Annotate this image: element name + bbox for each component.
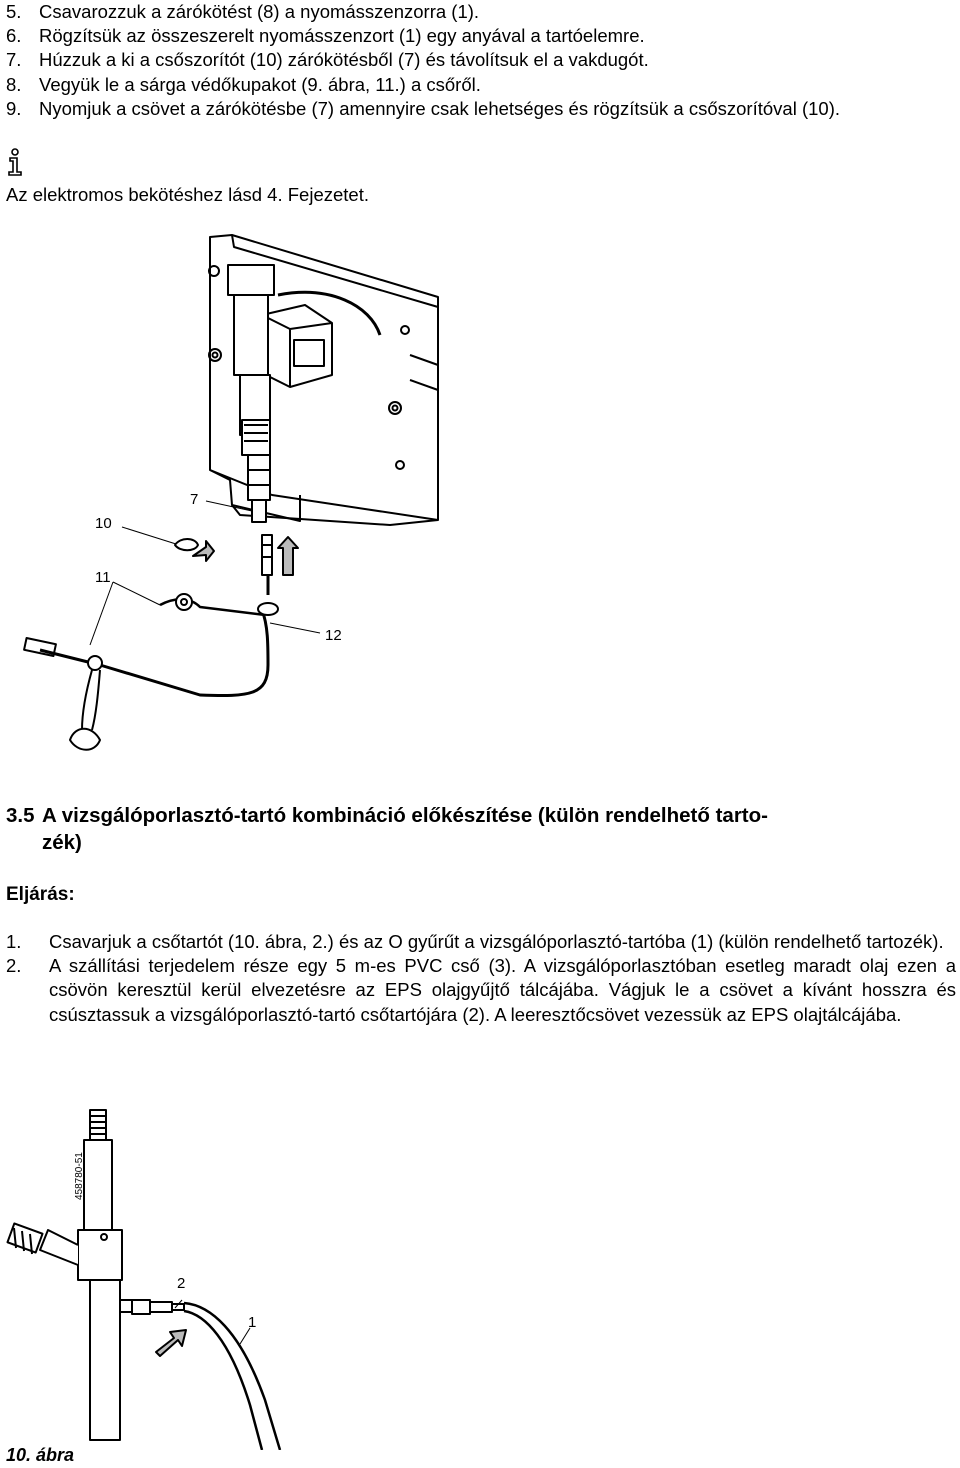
figure-9-pressure-sensor xyxy=(0,225,480,785)
step-text: Nyomjuk a csövet a zárókötésbe (7) amennyire csak lehetséges és rögzítsük a csőszorítóval (10). xyxy=(39,97,840,119)
info-icon xyxy=(6,148,24,176)
step-number: 5. xyxy=(6,1,22,22)
list-item xyxy=(6,24,956,48)
step-number: 9. xyxy=(6,97,22,119)
step-number: 1. xyxy=(6,931,22,952)
electrical-connection-note: Az elektromos bekötéshez lásd 4. Fejezetet. xyxy=(6,184,369,205)
list-item xyxy=(6,97,956,121)
bottom-step-list xyxy=(6,930,956,1027)
step-number: 2. xyxy=(6,955,22,977)
label-12: 12 xyxy=(325,627,342,644)
list-item xyxy=(6,48,956,72)
step-text: Csavarjuk a csőtartót (10. ábra, 2.) és az O gyűrűt a vizsgálóporlasztó-tartóba (1) (külön rendelhető tartozék). xyxy=(49,931,944,952)
list-item xyxy=(6,954,956,1027)
part-number-label: 458780-51 xyxy=(74,1152,85,1200)
step-number: 8. xyxy=(6,73,22,95)
step-number: 6. xyxy=(6,25,22,47)
step-text: A szállítási terjedelem része egy 5 m-es PVC cső (3). A vizsgálóporlasztóban esetleg maradt olaj ezen a csövön keresztül kerül elvezetésre az EPS olajgyűjtő tálcájába. Vágjuk le a csövet a kívánt hosszra és csúsztassuk a vizsgálóporlasztó-tartó csőtartójára (2). A leeresztőcsövet vezessük az EPS olajtálcájába. xyxy=(49,955,956,1025)
section-heading xyxy=(6,802,946,856)
label-2: 2 xyxy=(177,1275,186,1292)
label-1: 1 xyxy=(248,1314,257,1331)
figure-caption: 10. ábra xyxy=(6,1445,75,1465)
list-item xyxy=(6,930,956,954)
label-11: 11 xyxy=(95,569,111,586)
section-title-line1: A vizsgálóporlasztó-tartó kombináció előkészítése (külön rendelhető tarto- xyxy=(42,804,768,827)
figure-10-nozzle-holder xyxy=(0,1100,300,1450)
label-7: 7 xyxy=(190,491,199,508)
procedure-label: Eljárás: xyxy=(6,884,75,905)
step-text: Csavarozzuk a zárókötést (8) a nyomásszenzorra (1). xyxy=(39,1,480,22)
top-step-list xyxy=(6,0,956,121)
section-title-line2: zék) xyxy=(42,831,82,854)
step-text: Vegyük le a sárga védőkupakot (9. ábra, 11.) a csőről. xyxy=(39,73,481,95)
list-item xyxy=(6,0,956,24)
step-text: Húzzuk a ki a csőszorítót (10) zárókötésből (7) és távolítsuk el a vakdugót. xyxy=(39,49,649,71)
step-text: Rögzítsük az összeszerelt nyomásszenzort (1) egy anyával a tartóelemre. xyxy=(39,25,645,47)
label-10: 10 xyxy=(95,515,112,532)
step-number: 7. xyxy=(6,49,22,71)
section-number: 3.5 xyxy=(6,804,35,827)
list-item xyxy=(6,73,956,97)
